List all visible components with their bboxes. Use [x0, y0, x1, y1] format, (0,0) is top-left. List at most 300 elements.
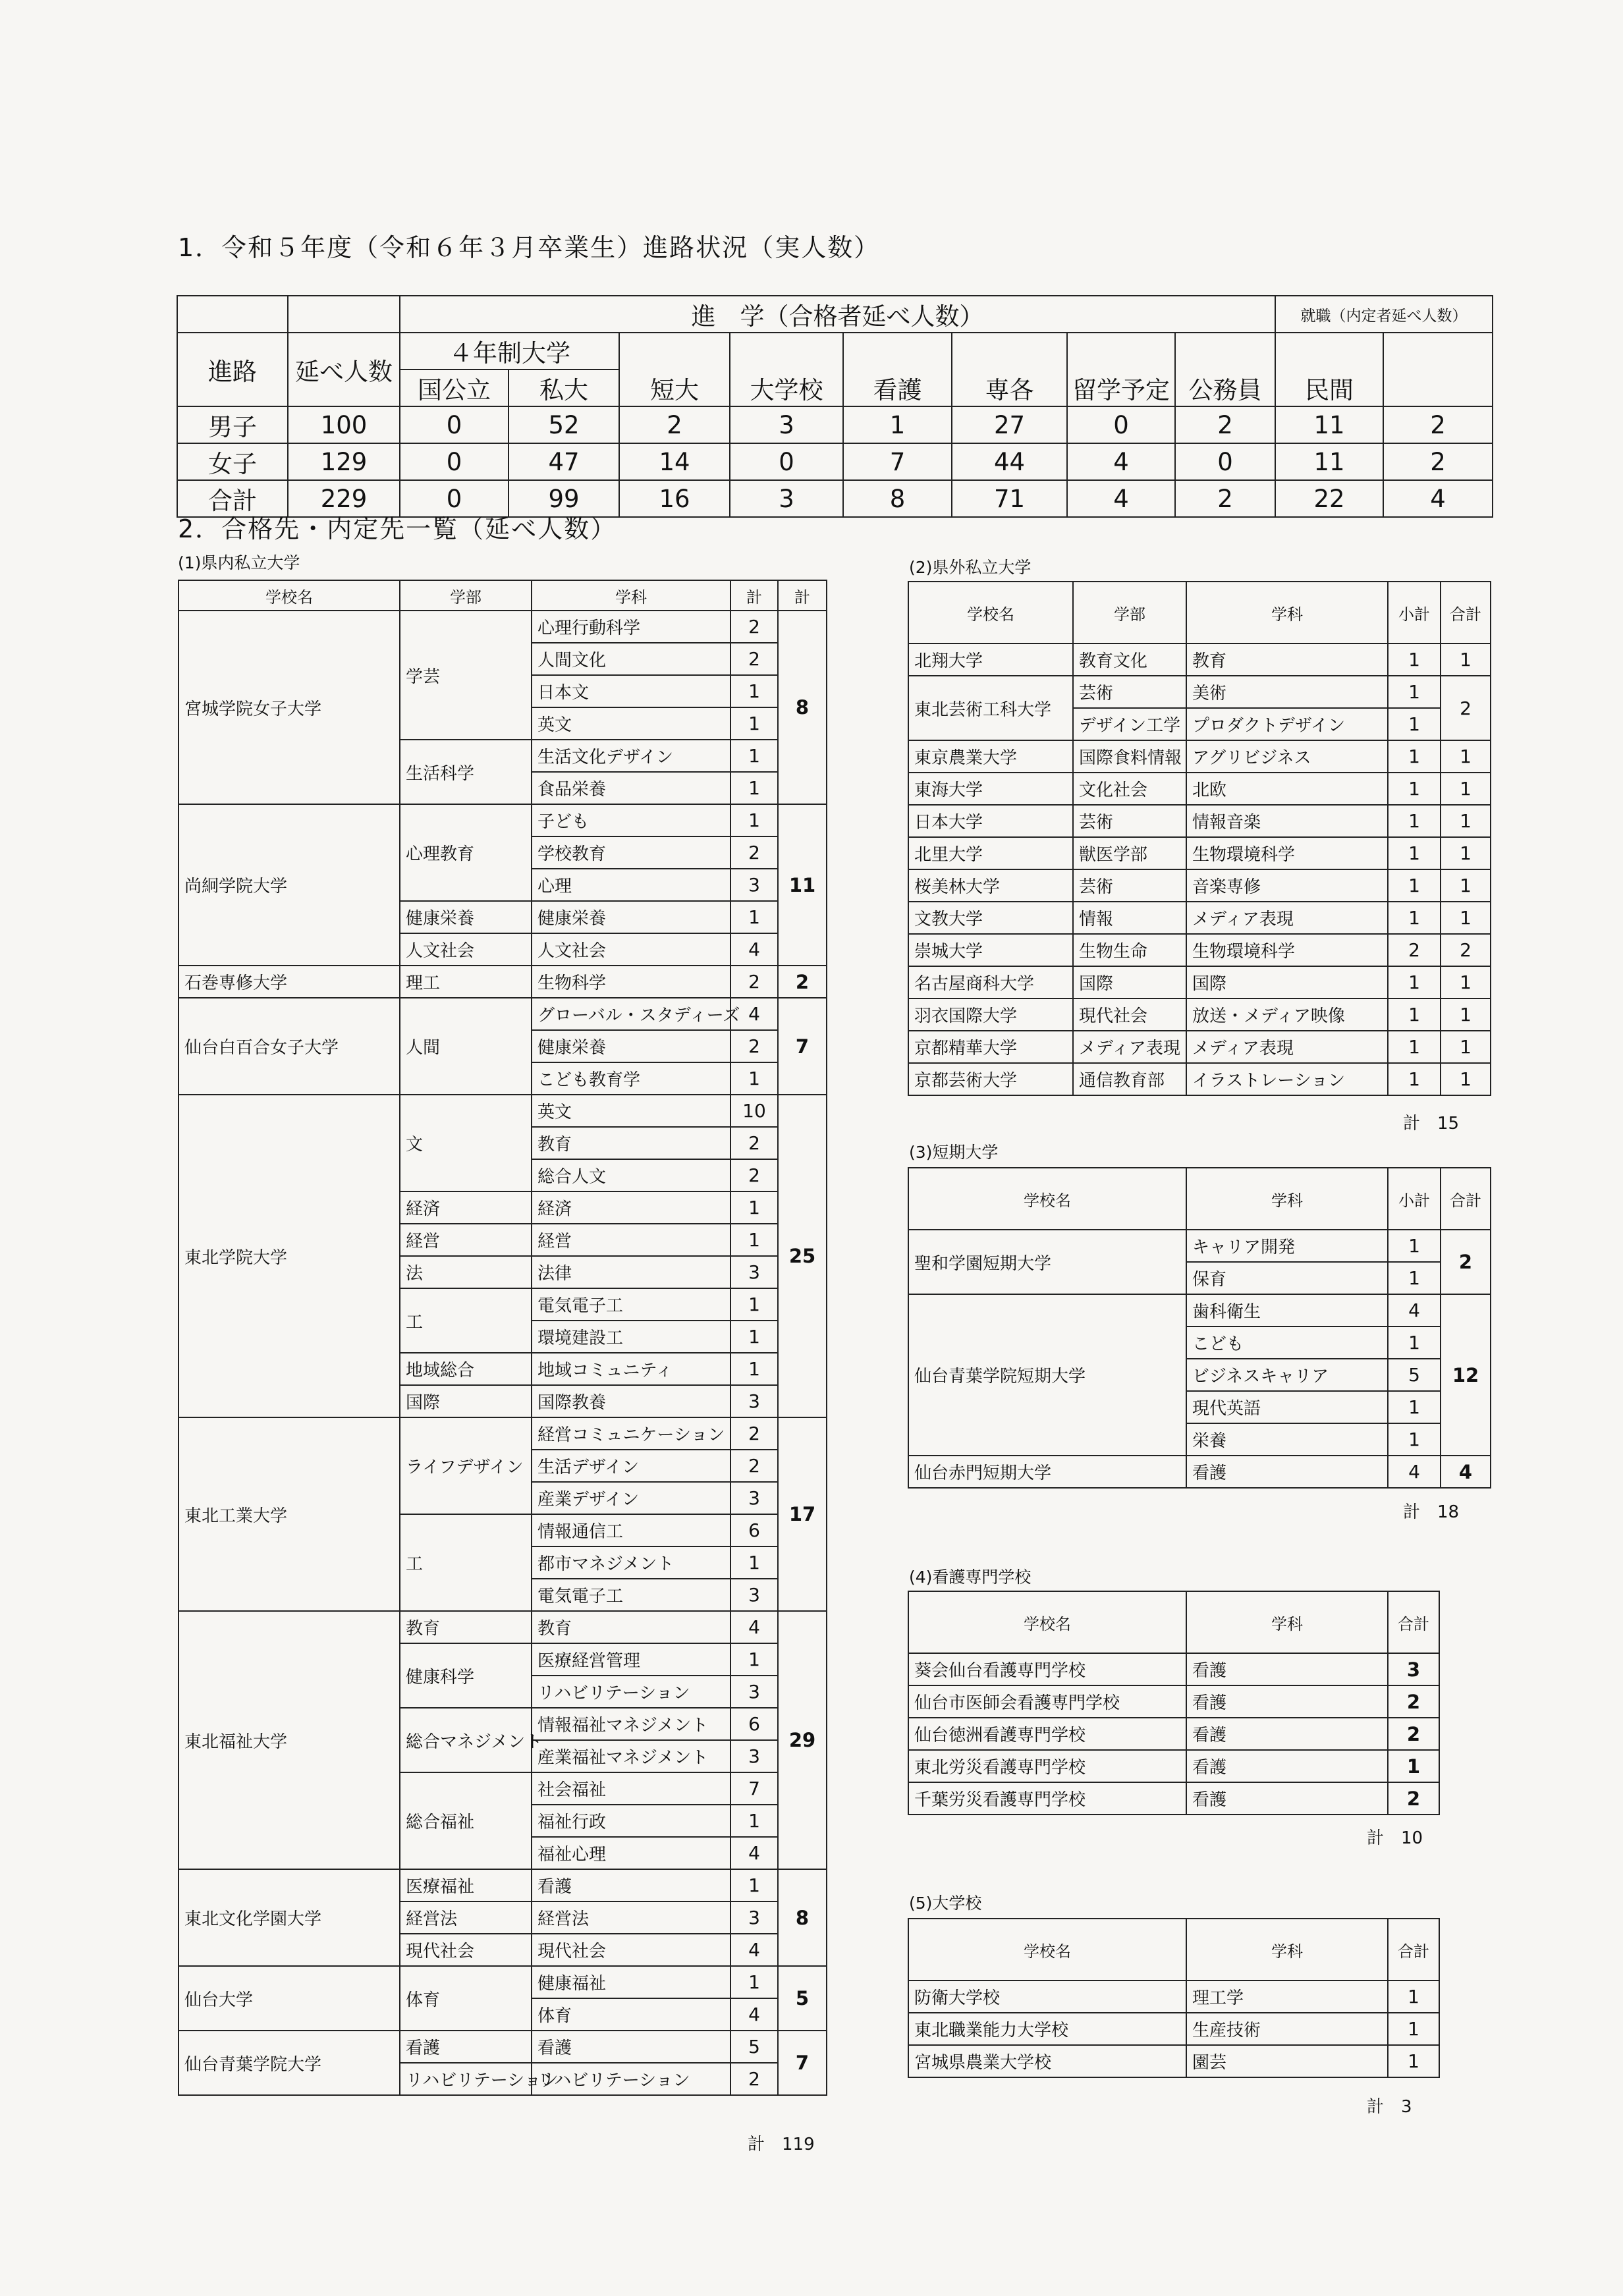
daigakko-table	[908, 1918, 1440, 2078]
cell: 2	[1175, 406, 1275, 443]
count: 1	[1388, 1063, 1441, 1095]
count: 3	[1388, 1653, 1439, 1685]
school-name: 千葉労災看護専門学校	[908, 1782, 1186, 1815]
department: 産業デザイン	[532, 1482, 730, 1514]
department: 歯科衛生	[1186, 1294, 1388, 1326]
faculty: 芸術	[1073, 869, 1186, 902]
kengai-footer: 計 15	[1403, 1114, 1460, 1134]
count: 2	[730, 1450, 778, 1482]
header-row	[908, 1591, 1439, 1653]
school-name: 桜美林大学	[908, 869, 1073, 902]
department: 経営法	[532, 1901, 730, 1934]
department: 教育	[532, 1611, 730, 1643]
department: 社会福祉	[532, 1772, 730, 1805]
faculty: 芸術	[1073, 676, 1186, 708]
department: リハビリテーション	[532, 1676, 730, 1708]
school-name: 仙台青葉学院大学	[179, 2031, 400, 2095]
department: 放送・メディア映像	[1186, 998, 1388, 1031]
school-total: 1	[1441, 1031, 1491, 1063]
row-label: 男子	[177, 406, 288, 443]
count: 2	[730, 1417, 778, 1450]
cell: 4	[1383, 480, 1493, 517]
kengai-table	[908, 581, 1491, 1096]
school-total: 2	[1441, 676, 1491, 740]
department: 産業福祉マネジメント	[532, 1740, 730, 1772]
faculty: メディア表現	[1073, 1031, 1186, 1063]
count: 1	[1388, 740, 1441, 773]
column-header: 学部	[1073, 582, 1186, 643]
yonen-header: ４年制大学	[400, 333, 619, 369]
col-header: 留学予定	[1067, 333, 1175, 406]
count: 1	[1388, 1391, 1441, 1423]
shinro-header: 進路	[177, 333, 288, 406]
department: 生物環境科学	[1186, 837, 1388, 869]
cell: 47	[509, 443, 619, 480]
cell: 129	[288, 443, 400, 480]
department: 健康福祉	[532, 1966, 730, 1998]
school-name: 東海大学	[908, 773, 1073, 805]
department: 経営	[532, 1224, 730, 1256]
table-row	[908, 1782, 1439, 1815]
summary-row	[177, 406, 1493, 443]
department: 生産技術	[1186, 2013, 1388, 2045]
department: 電気電子工	[532, 1579, 730, 1611]
cell: 71	[952, 480, 1067, 517]
header-row	[908, 1919, 1439, 1981]
column-header: 合計	[1388, 1591, 1439, 1653]
table-row	[908, 1981, 1439, 2013]
school-name: 仙台市医師会看護専門学校	[908, 1685, 1186, 1718]
count: 3	[730, 1256, 778, 1288]
count: 1	[1388, 837, 1441, 869]
department: 環境建設工	[532, 1321, 730, 1353]
department: イラストレーション	[1186, 1063, 1388, 1095]
column-header: 学校名	[908, 1919, 1186, 1981]
table-row	[908, 773, 1491, 805]
department: 法律	[532, 1256, 730, 1288]
school-name: 仙台青葉学院短期大学	[908, 1294, 1186, 1456]
col-header: 公務員	[1175, 333, 1275, 406]
count: 1	[730, 1062, 778, 1095]
faculty: 看護	[400, 2031, 532, 2063]
school-name: 北里大学	[908, 837, 1073, 869]
faculty: 文化社会	[1073, 773, 1186, 805]
department: 国際教養	[532, 1385, 730, 1417]
nobe-header: 延べ人数	[288, 333, 400, 406]
department: 教育	[532, 1127, 730, 1159]
faculty: 健康科学	[400, 1643, 532, 1708]
cell: 0	[1067, 406, 1175, 443]
faculty: リハビリテーション	[400, 2063, 532, 2095]
cell: 14	[619, 443, 730, 480]
department: 都市マネジメント	[532, 1546, 730, 1579]
table-row	[908, 998, 1491, 1031]
cell: 7	[843, 443, 952, 480]
school-name: 葵会仙台看護専門学校	[908, 1653, 1186, 1685]
department: 医療経営管理	[532, 1643, 730, 1676]
cell: 2	[619, 406, 730, 443]
department: 音楽専修	[1186, 869, 1388, 902]
row-label: 女子	[177, 443, 288, 480]
school-name: 羽衣国際大学	[908, 998, 1073, 1031]
col-header: 看護	[843, 333, 952, 406]
department: キャリア開発	[1186, 1230, 1388, 1262]
table-row	[179, 1966, 827, 1998]
table-row	[908, 643, 1491, 676]
header-row	[908, 1168, 1491, 1230]
school-total: 1	[1441, 773, 1491, 805]
col-header: 私大	[509, 369, 619, 406]
department: 心理行動科学	[532, 611, 730, 643]
column-header: 学科	[1186, 1168, 1388, 1230]
table-row	[179, 1095, 827, 1127]
count: 4	[730, 998, 778, 1030]
school-total: 25	[778, 1095, 827, 1417]
department: 情報音楽	[1186, 805, 1388, 837]
department: 福祉行政	[532, 1805, 730, 1837]
table-row	[179, 804, 827, 836]
cell: 0	[400, 480, 509, 517]
school-name: 北翔大学	[908, 643, 1073, 676]
table-row	[179, 998, 827, 1030]
section1-title: 1．令和５年度（令和６年３月卒業生）進路状況（実人数）	[178, 233, 881, 262]
count: 1	[1388, 643, 1441, 676]
department: 総合人文	[532, 1159, 730, 1191]
department: 経営コミュニケーション	[532, 1417, 730, 1450]
count: 1	[730, 1288, 778, 1321]
school-name: 崇城大学	[908, 934, 1073, 966]
department: リハビリテーション	[532, 2063, 730, 2095]
school-name: 京都芸術大学	[908, 1063, 1073, 1095]
kango-table	[908, 1591, 1440, 1815]
school-name: 宮城学院女子大学	[179, 611, 400, 804]
count: 2	[730, 966, 778, 998]
department: 経済	[532, 1191, 730, 1224]
table-row	[908, 1230, 1491, 1262]
department: 教育	[1186, 643, 1388, 676]
department: プロダクトデザイン	[1186, 708, 1388, 740]
department: 食品栄養	[532, 772, 730, 804]
faculty: 教育文化	[1073, 643, 1186, 676]
school-total: 5	[778, 1966, 827, 2031]
count: 7	[730, 1772, 778, 1805]
school-name: 東北職業能力大学校	[908, 2013, 1186, 2045]
count: 1	[730, 740, 778, 772]
count: 2	[730, 2063, 778, 2095]
count: 1	[1388, 1031, 1441, 1063]
department: グローバル・スタディーズ	[532, 998, 730, 1030]
cell: 1	[843, 406, 952, 443]
count: 1	[730, 804, 778, 836]
shushoku-header: 就職（内定者延べ人数）	[1275, 296, 1493, 333]
count: 1	[1388, 869, 1441, 902]
school-total: 1	[1441, 1063, 1491, 1095]
department: ビジネスキャリア	[1186, 1359, 1388, 1391]
column-header: 合計	[1388, 1919, 1439, 1981]
school-total: 1	[1441, 740, 1491, 773]
department: 英文	[532, 707, 730, 740]
count: 1	[730, 1966, 778, 1998]
table-row	[908, 2045, 1439, 2077]
school-total: 4	[1441, 1456, 1491, 1488]
daigakko-footer: 計 3	[1367, 2097, 1412, 2117]
school-total: 8	[778, 611, 827, 804]
department: 健康栄養	[532, 1030, 730, 1062]
cell: 27	[952, 406, 1067, 443]
count: 4	[730, 1837, 778, 1869]
school-name: 東北労災看護専門学校	[908, 1750, 1186, 1782]
table-row	[908, 837, 1491, 869]
column-header: 合計	[1441, 1168, 1491, 1230]
cell: 22	[1275, 480, 1383, 517]
department: 看護	[1186, 1750, 1388, 1782]
table-row	[908, 2013, 1439, 2045]
cell: 0	[400, 406, 509, 443]
department: 看護	[1186, 1718, 1388, 1750]
empty-cell	[177, 296, 288, 333]
count: 4	[730, 933, 778, 966]
department: 美術	[1186, 676, 1388, 708]
count: 1	[730, 675, 778, 707]
department: 心理	[532, 869, 730, 901]
count: 1	[730, 1353, 778, 1385]
faculty: 現代社会	[400, 1934, 532, 1966]
column-header: 小計	[1388, 1168, 1441, 1230]
school-total: 17	[778, 1417, 827, 1611]
column-header: 学科	[1186, 1591, 1388, 1653]
count: 1	[1388, 1981, 1439, 2013]
count: 2	[730, 1159, 778, 1191]
faculty: 文	[400, 1095, 532, 1191]
count: 3	[730, 869, 778, 901]
department: 生活文化デザイン	[532, 740, 730, 772]
count: 1	[730, 1546, 778, 1579]
column-header: 学科	[532, 580, 730, 611]
department: メディア表現	[1186, 1031, 1388, 1063]
faculty: 国際	[400, 1385, 532, 1417]
department: 日本文	[532, 675, 730, 707]
count: 1	[1388, 2045, 1439, 2077]
school-name: 尚絅学院大学	[179, 804, 400, 966]
department: 理工学	[1186, 1981, 1388, 2013]
count: 2	[730, 1030, 778, 1062]
department: 健康栄養	[532, 901, 730, 933]
count: 3	[730, 1579, 778, 1611]
department: 看護	[1186, 1653, 1388, 1685]
faculty: 経済	[400, 1191, 532, 1224]
cell: 44	[952, 443, 1067, 480]
column-header: 学科	[1186, 582, 1388, 643]
tanki-footer: 計 18	[1403, 1502, 1460, 1522]
count: 1	[730, 901, 778, 933]
faculty: 総合福祉	[400, 1772, 532, 1869]
count: 4	[730, 1998, 778, 2031]
faculty: 地域総合	[400, 1353, 532, 1385]
cell: 100	[288, 406, 400, 443]
school-total: 7	[778, 2031, 827, 2095]
school-name: 仙台赤門短期大学	[908, 1456, 1186, 1488]
faculty: デザイン工学	[1073, 708, 1186, 740]
count: 3	[730, 1740, 778, 1772]
table-row	[908, 934, 1491, 966]
faculty: 学芸	[400, 611, 532, 740]
faculty: 体育	[400, 1966, 532, 2031]
column-header: 計	[778, 580, 827, 611]
table-row	[179, 1869, 827, 1901]
faculty: 理工	[400, 966, 532, 998]
faculty: 法	[400, 1256, 532, 1288]
department: 国際	[1186, 966, 1388, 998]
column-header: 小計	[1388, 582, 1441, 643]
school-total: 7	[778, 998, 827, 1095]
count: 2	[730, 836, 778, 869]
school-name: 石巻専修大学	[179, 966, 400, 998]
department: 生物環境科学	[1186, 934, 1388, 966]
section2-title: 2．合格先・内定先一覧（延べ人数）	[178, 514, 617, 543]
faculty: 現代社会	[1073, 998, 1186, 1031]
header-row	[908, 582, 1491, 643]
table-row	[908, 1294, 1491, 1326]
count: 1	[1388, 805, 1441, 837]
department: 看護	[532, 1869, 730, 1901]
column-header: 学科	[1186, 1919, 1388, 1981]
faculty: 獣医学部	[1073, 837, 1186, 869]
department: 地域コミュニティ	[532, 1353, 730, 1385]
department: 学校教育	[532, 836, 730, 869]
faculty: 国際食料情報	[1073, 740, 1186, 773]
school-name: 東北文化学園大学	[179, 1869, 400, 1966]
cell: 52	[509, 406, 619, 443]
col-header: 専各	[952, 333, 1067, 406]
count: 3	[730, 1482, 778, 1514]
count: 2	[1388, 1718, 1439, 1750]
school-total: 1	[1441, 966, 1491, 998]
department: 北欧	[1186, 773, 1388, 805]
school-name: 仙台白百合女子大学	[179, 998, 400, 1095]
cell: 8	[843, 480, 952, 517]
school-name: 東北芸術工科大学	[908, 676, 1073, 740]
cell: 2	[1383, 443, 1493, 480]
column-header: 学校名	[908, 1591, 1186, 1653]
department: 栄養	[1186, 1423, 1388, 1456]
kennai-footer: 計 119	[748, 2135, 815, 2154]
count: 4	[1388, 1456, 1441, 1488]
table-row	[908, 1456, 1491, 1488]
table-row	[179, 966, 827, 998]
faculty: 生活科学	[400, 740, 532, 804]
table-row	[179, 2031, 827, 2063]
count: 4	[1388, 1294, 1441, 1326]
school-name: 聖和学園短期大学	[908, 1230, 1186, 1294]
count: 6	[730, 1708, 778, 1740]
department: 保育	[1186, 1262, 1388, 1294]
col-header: 国公立	[400, 369, 509, 406]
school-name: 仙台大学	[179, 1966, 400, 2031]
school-name: 東北学院大学	[179, 1095, 400, 1417]
school-name: 東北福祉大学	[179, 1611, 400, 1869]
department: 看護	[1186, 1782, 1388, 1815]
count: 1	[1388, 773, 1441, 805]
kennai-label: (1)県内私立大学	[178, 553, 300, 572]
department: 電気電子工	[532, 1288, 730, 1321]
table-row	[179, 1417, 827, 1450]
cell: 11	[1275, 406, 1383, 443]
table-row	[908, 1063, 1491, 1095]
table-row	[908, 740, 1491, 773]
count: 4	[730, 1611, 778, 1643]
header-row	[179, 580, 827, 611]
faculty: 総合マネジメント	[400, 1708, 532, 1772]
cell: 0	[730, 443, 843, 480]
count: 2	[730, 1127, 778, 1159]
school-name: 京都精華大学	[908, 1031, 1073, 1063]
faculty: 国際	[1073, 966, 1186, 998]
department: 人間文化	[532, 643, 730, 675]
cell: 4	[1067, 443, 1175, 480]
school-total: 2	[1441, 1230, 1491, 1294]
department: 情報福祉マネジメント	[532, 1708, 730, 1740]
table-row	[908, 1718, 1439, 1750]
column-header: 学校名	[179, 580, 400, 611]
count: 1	[730, 1643, 778, 1676]
daigakko-label: (5)大学校	[909, 1894, 982, 1913]
column-header: 合計	[1441, 582, 1491, 643]
department: 生活デザイン	[532, 1450, 730, 1482]
table-row	[908, 1031, 1491, 1063]
count: 1	[1388, 902, 1441, 934]
count: 1	[1388, 1326, 1441, 1359]
table-row	[908, 902, 1491, 934]
summary-table	[177, 295, 1493, 518]
kango-footer: 計 10	[1367, 1828, 1423, 1848]
department: 生物科学	[532, 966, 730, 998]
department: 情報通信工	[532, 1514, 730, 1546]
cell: 3	[730, 480, 843, 517]
col-header: 短大	[619, 333, 730, 406]
count: 1	[1388, 708, 1441, 740]
school-total: 1	[1441, 869, 1491, 902]
faculty: 生物生命	[1073, 934, 1186, 966]
cell: 229	[288, 480, 400, 517]
school-total: 2	[778, 966, 827, 998]
faculty: 医療福祉	[400, 1869, 532, 1901]
cell: 16	[619, 480, 730, 517]
kennai-table	[178, 580, 827, 2096]
department: 人文社会	[532, 933, 730, 966]
count: 5	[730, 2031, 778, 2063]
count: 1	[730, 1224, 778, 1256]
school-name: 宮城県農業大学校	[908, 2045, 1186, 2077]
faculty: 教育	[400, 1611, 532, 1643]
faculty: 工	[400, 1514, 532, 1611]
table-row	[908, 1750, 1439, 1782]
faculty: 人文社会	[400, 933, 532, 966]
school-name: 東北工業大学	[179, 1417, 400, 1611]
school-total: 1	[1441, 902, 1491, 934]
department: 現代英語	[1186, 1391, 1388, 1423]
school-total: 1	[1441, 805, 1491, 837]
department: こども	[1186, 1326, 1388, 1359]
count: 1	[1388, 676, 1441, 708]
count: 3	[730, 1901, 778, 1934]
table-row	[908, 966, 1491, 998]
table-row	[908, 676, 1491, 708]
school-name: 名古屋商科大学	[908, 966, 1073, 998]
shingaku-header: 進 学（合格者延べ人数）	[400, 296, 1275, 333]
table-row	[908, 1685, 1439, 1718]
school-total: 11	[778, 804, 827, 966]
department: メディア表現	[1186, 902, 1388, 934]
